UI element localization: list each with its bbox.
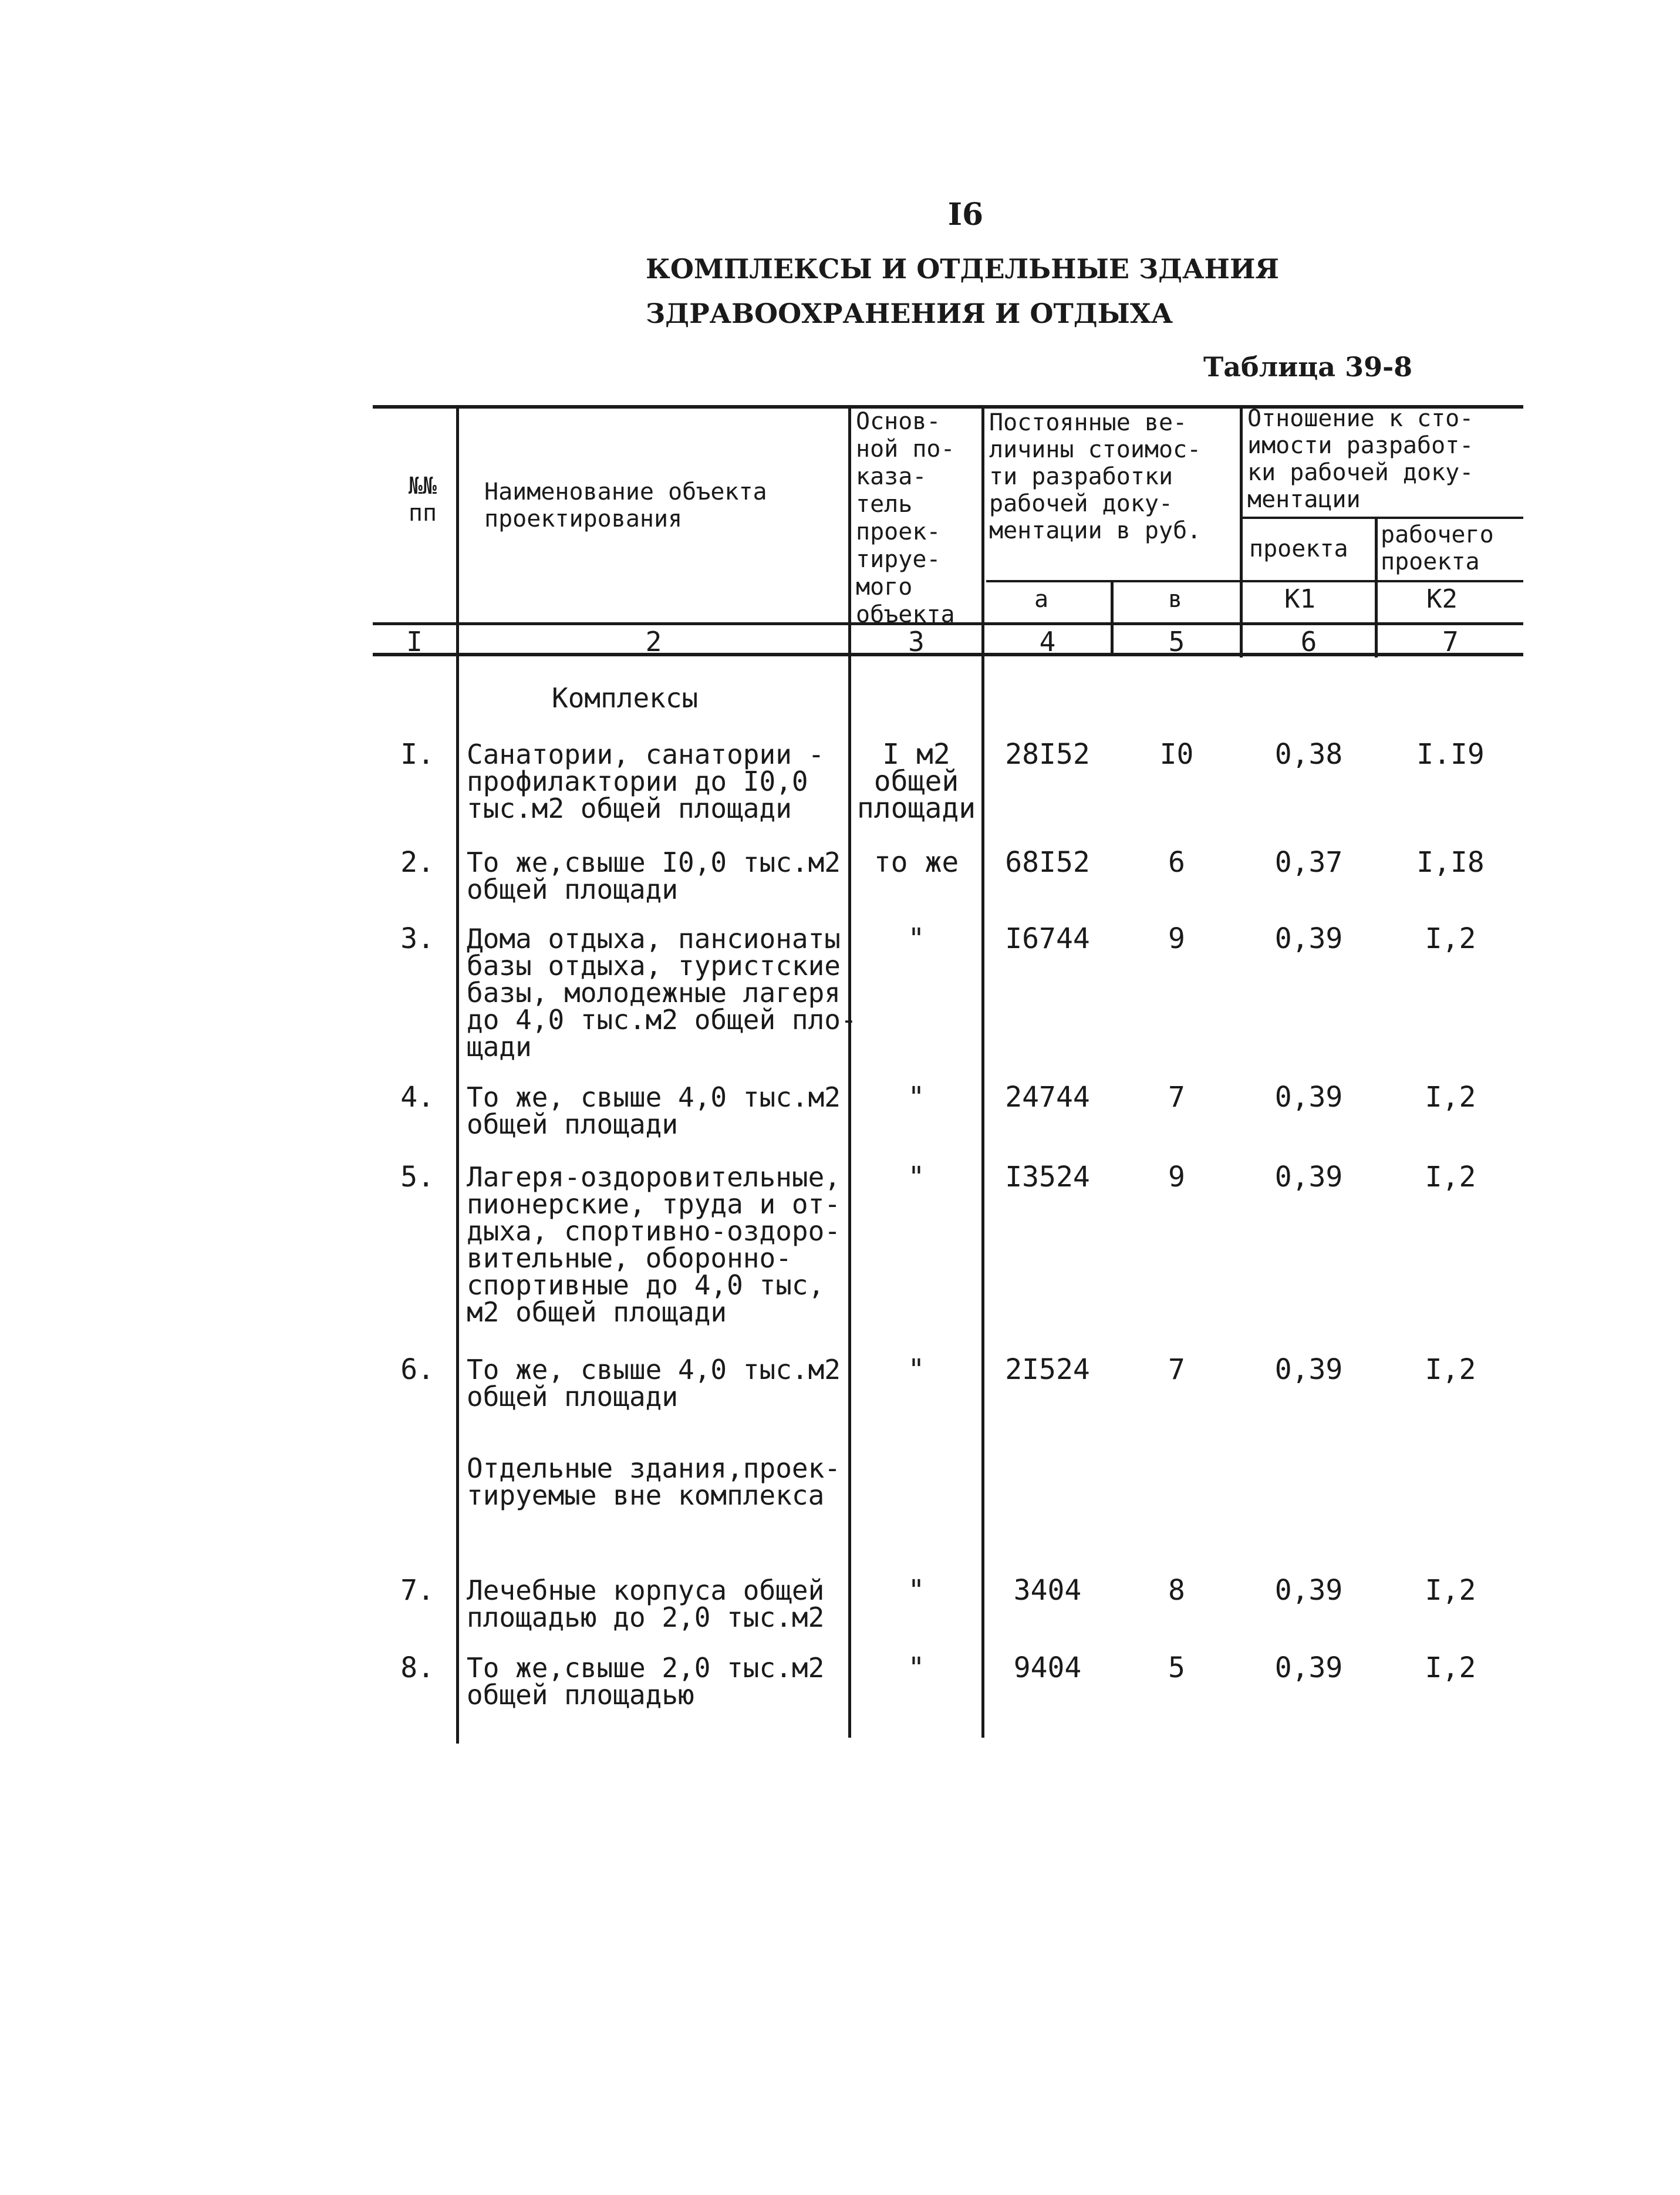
row-b: 5 — [1168, 1651, 1185, 1684]
row-a: 24744 — [1005, 1081, 1090, 1114]
header-working-project: рабочего проекта — [1381, 521, 1494, 575]
col-divider-1 — [456, 405, 459, 1744]
row-b: 7 — [1168, 1353, 1185, 1386]
row-unit: I м2 общей площади — [856, 738, 976, 825]
colnum-6: 6 — [1300, 626, 1317, 658]
header-ratio: Отношение к сто- имости разработ- ки рабочей доку- ментации — [1247, 405, 1474, 513]
row-k2: I,2 — [1425, 922, 1476, 955]
document-title — [646, 247, 1279, 336]
row-a: 9404 — [1013, 1651, 1082, 1684]
row-number: 3. — [400, 922, 434, 955]
row-name: То же,свыше 2,0 тыс.м2 общей площадью — [467, 1652, 825, 1711]
header-k2: K2 — [1426, 584, 1458, 614]
row-k2: I,I8 — [1416, 846, 1485, 879]
header-k1: K1 — [1284, 584, 1315, 614]
row-b: 9 — [1168, 1161, 1185, 1193]
col-divider-5 — [1240, 405, 1243, 658]
row-b: 7 — [1168, 1081, 1185, 1114]
row-unit: " — [908, 922, 925, 955]
row-b: 9 — [1168, 922, 1185, 955]
row-k2: I,2 — [1425, 1353, 1476, 1386]
row-name: Лечебные корпуса общей площадью до 2,0 тыс.м2 — [467, 1574, 825, 1633]
row-unit: " — [908, 1353, 925, 1386]
section-complexes: Комплексы — [552, 682, 699, 714]
row-k2: I,2 — [1425, 1574, 1476, 1607]
row-a: I3524 — [1005, 1161, 1090, 1193]
row-unit: " — [908, 1574, 925, 1607]
header-subrule-ratio — [1242, 517, 1523, 519]
row-unit: " — [908, 1161, 925, 1193]
row-k2: I,2 — [1425, 1651, 1476, 1684]
row-a: 28I52 — [1005, 738, 1090, 771]
row-k1: 0,39 — [1274, 1081, 1343, 1114]
header-indicator: Основ- ной по- каза- тель проек- тируе- мого объекта — [856, 408, 955, 628]
colnum-4: 4 — [1039, 626, 1056, 658]
row-k1: 0,39 — [1274, 1574, 1343, 1607]
row-number: 2. — [400, 846, 434, 879]
row-k1: 0,37 — [1274, 846, 1343, 879]
header-project: проекта — [1249, 535, 1348, 562]
row-number: 8. — [400, 1651, 434, 1684]
row-k1: 0,39 — [1274, 1161, 1343, 1193]
row-b: I0 — [1159, 738, 1194, 771]
row-k1: 0,39 — [1274, 1353, 1343, 1386]
row-unit: то же — [873, 846, 959, 879]
row-a: 2I524 — [1005, 1353, 1090, 1386]
row-number: 5. — [400, 1161, 434, 1193]
title-line-1: КОМПЛЕКСЫ И ОТДЕЛЬНЫЕ ЗДАНИЯ — [646, 253, 1279, 285]
colnum-5: 5 — [1168, 626, 1185, 658]
row-k1: 0,38 — [1274, 738, 1343, 771]
header-subrule-cost — [986, 580, 1242, 582]
row-number: 6. — [400, 1353, 434, 1386]
colnum-1: I — [406, 626, 423, 658]
row-k2: I,2 — [1425, 1081, 1476, 1114]
row-name: Санатории, санатории - профилактории до I0,0 тыс.м2 общей площади — [467, 739, 825, 824]
header-number: №№ пп — [408, 473, 437, 527]
row-k2: I.I9 — [1416, 738, 1485, 771]
header-object-name: Наименование объекта проектирования — [484, 478, 767, 532]
colnum-7: 7 — [1442, 626, 1459, 658]
row-unit: " — [908, 1081, 925, 1114]
colnum-3: 3 — [908, 626, 925, 658]
row-k1: 0,39 — [1274, 1651, 1343, 1684]
row-k2: I,2 — [1425, 1161, 1476, 1193]
row-name: То же, свыше 4,0 тыс.м2 общей площади — [467, 1081, 841, 1140]
row-number: 7. — [400, 1574, 434, 1607]
row-b: 6 — [1168, 846, 1185, 879]
row-name: То же, свыше 4,0 тыс.м2 общей площади — [467, 1354, 841, 1412]
title-line-2: ЗДРАВООХРАНЕНИЯ И ОТДЫХА — [646, 298, 1173, 329]
section-separate-buildings: Отдельные здания,проек- тируемые вне комплекса — [467, 1452, 841, 1511]
row-k1: 0,39 — [1274, 922, 1343, 955]
row-number: 4. — [400, 1081, 434, 1114]
header-col-a: а — [1034, 586, 1049, 613]
header-constant-values: Постоянные ве- личины стоимос- ти разработки рабочей доку- ментации в руб. — [989, 409, 1202, 544]
row-b: 8 — [1168, 1574, 1185, 1607]
header-subrule-ratio-2 — [1242, 580, 1523, 582]
row-a: 3404 — [1013, 1574, 1082, 1607]
col-divider-2 — [848, 405, 851, 1738]
row-a: 68I52 — [1005, 846, 1090, 879]
row-unit: " — [908, 1651, 925, 1684]
row-a: I6744 — [1005, 922, 1090, 955]
header-col-b: в — [1168, 586, 1183, 613]
row-name: Дома отдыха, пансионаты базы отдыха, туристские базы, молодежные лагеря до 4,0 тыс.м2 общей пло- щади — [467, 923, 857, 1063]
row-name: То же,свыше I0,0 тыс.м2 общей площади — [467, 847, 841, 905]
row-number: I. — [400, 738, 434, 771]
table-label: Таблица 39-8 — [1203, 351, 1413, 383]
page-number: I6 — [947, 197, 984, 232]
col-divider-3 — [981, 405, 984, 1738]
row-name: Лагеря-оздоровительные, пионерские, труда и от- дыха, спортивно-оздоро- вительные, оборонно- спортивные до 4,0 тыс, м2 общей площади — [467, 1161, 841, 1328]
colnum-2: 2 — [645, 626, 662, 658]
